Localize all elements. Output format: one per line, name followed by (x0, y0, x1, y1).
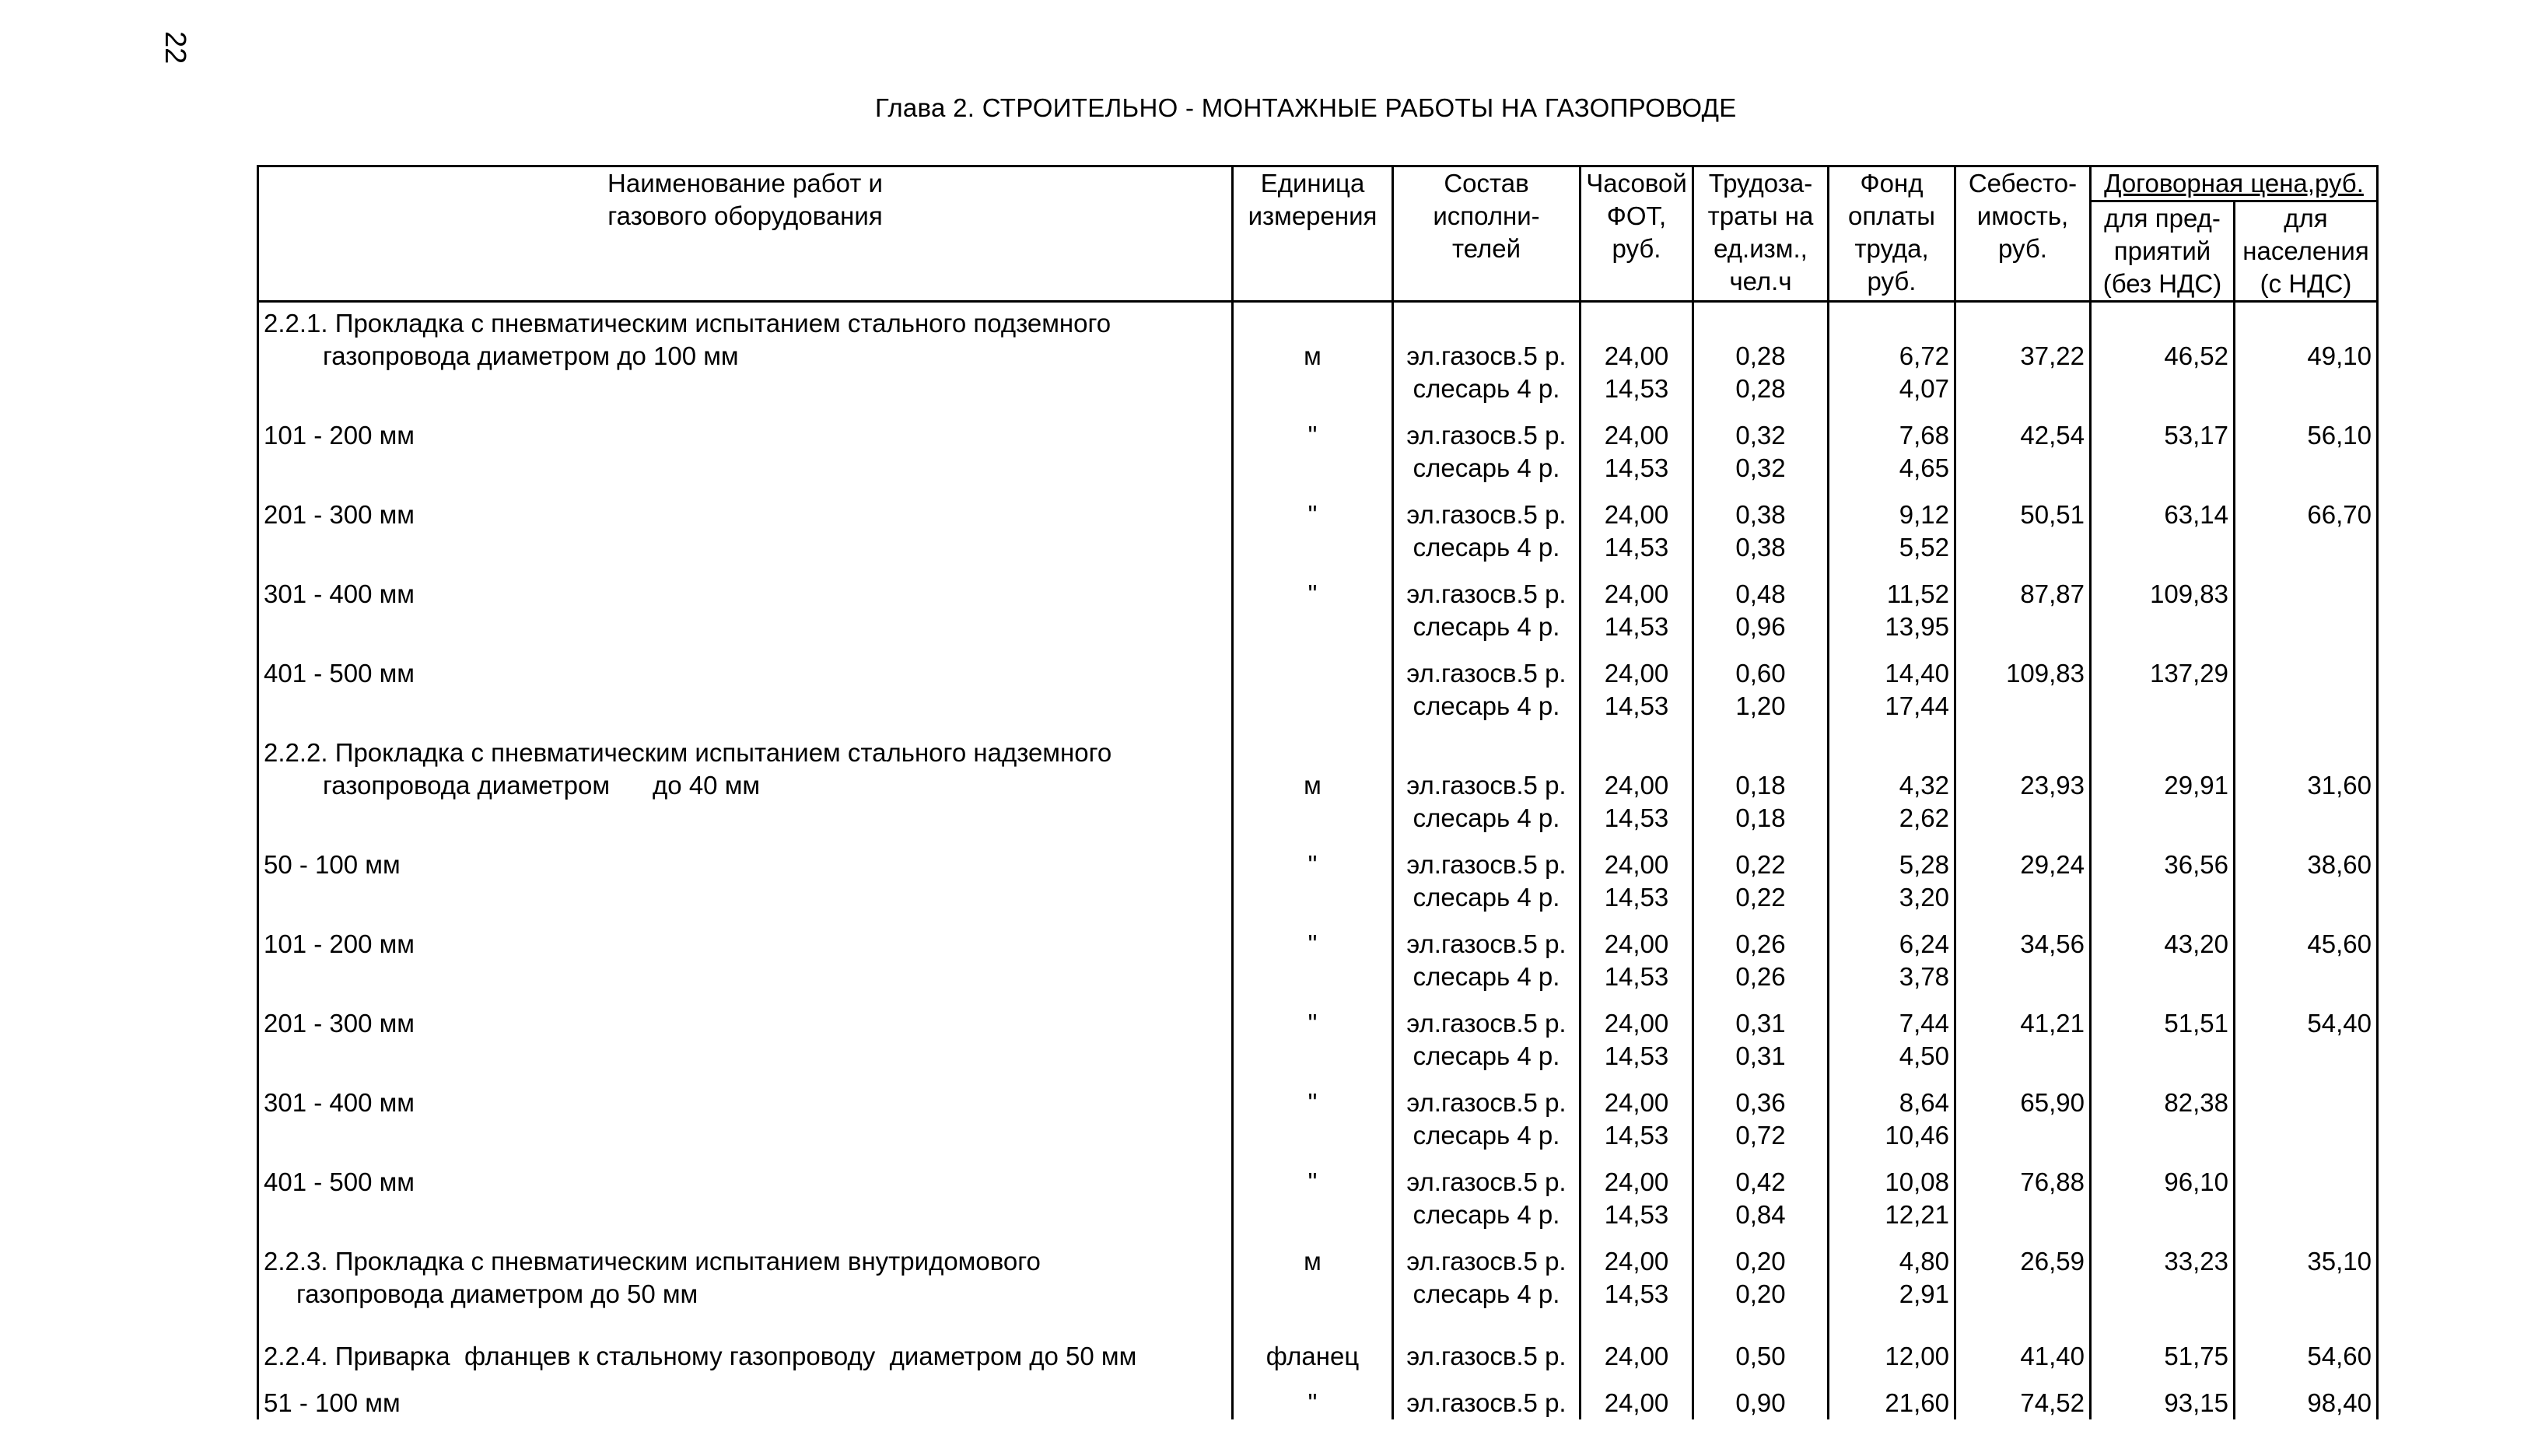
table-row: 301 - 400 мм " эл.газосв.5 р. слесарь 4 р. 24,00 14,53 0,36 0,72 8,64 10,46 65,90 82,38 (258, 1087, 2378, 1152)
table-row: 101 - 200 мм " эл.газосв.5 р. слесарь 4 р. 24,00 14,53 0,32 0,32 7,68 4,65 42,54 53,17 56,10 (258, 419, 2378, 485)
table-row: 401 - 500 мм эл.газосв.5 р. слесарь 4 р. 24,00 14,53 0,60 1,20 14,40 17,44 109,83 137,29 (258, 657, 2378, 723)
table-row: 51 - 100 мм " эл.газосв.5 р. 24,00 0,90 21,60 74,52 93,15 98,40 (258, 1387, 2378, 1419)
section-title: 2.2.2. Прокладка с пневматическим испытанием стального надземного (258, 737, 2378, 769)
header-hourly-fot: Часовой ФОТ, руб. (1581, 166, 1693, 302)
table-row: газопровода диаметром до 100 мм м эл.газосв.5 р. слесарь 4 р. 24,00 14,53 0,28 0,28 6,72 4,07 37,22 46,52 49,10 (258, 340, 2378, 405)
header-unit: Единица измерения (1233, 166, 1393, 302)
header-labor: Трудоза- траты на ед.изм., чел.ч (1693, 166, 1829, 302)
table-row: газопровода диаметром до 40 мм м эл.газосв.5 р. слесарь 4 р. 24,00 14,53 0,18 0,18 4,32 2,62 23,93 29,91 31,60 (258, 769, 2378, 835)
table-row: 2.2.3. Прокладка с пневматическим испытанием внутридомового газопровода диаметром до 50 мм м эл.газосв.5 р. слесарь 4 р. 24,00 14,53 0,20 0,20 4,80 2,91 26,59 33,23 35,10 (258, 1245, 2378, 1311)
header-row (258, 166, 2378, 201)
table-row: 301 - 400 мм " эл.газосв.5 р. слесарь 4 р. 24,00 14,53 0,48 0,96 11,52 13,95 87,87 109,83 (258, 578, 2378, 643)
header-contract-price: Договорная цена,руб. (2091, 166, 2378, 201)
price-table (257, 165, 2379, 1419)
chapter-title: Глава 2. СТРОИТЕЛЬНО - МОНТАЖНЫЕ РАБОТЫ НА ГАЗОПРОВОДЕ (875, 93, 1737, 122)
table-row: 201 - 300 мм " эл.газосв.5 р. слесарь 4 р. 24,00 14,53 0,31 0,31 7,44 4,50 41,21 51,51 54,40 (258, 1007, 2378, 1073)
header-crew: Состав исполни- телей (1393, 166, 1581, 302)
section-title: 2.2.1. Прокладка с пневматическим испытанием стального подземного (258, 302, 2378, 341)
table-row: 2.2.4. Приварка фланцев к стальному газопроводу диаметром до 50 мм фланец эл.газосв.5 р. 24,00 0,50 12,00 41,40 51,75 54,60 (258, 1340, 2378, 1373)
header-wage-fund: Фонд оплаты труда, руб. (1829, 166, 1955, 302)
header-population: для населения (с НДС) (2235, 201, 2378, 302)
header-cost: Себесто- имость, руб. (1955, 166, 2091, 302)
page-number: 22 (159, 31, 191, 65)
table-row: 50 - 100 мм " эл.газосв.5 р. слесарь 4 р. 24,00 14,53 0,22 0,22 5,28 3,20 29,24 36,56 38,60 (258, 849, 2378, 914)
table-row: 201 - 300 мм " эл.газосв.5 р. слесарь 4 р. 24,00 14,53 0,38 0,38 9,12 5,52 50,51 63,14 66,70 (258, 499, 2378, 564)
table-row: 401 - 500 мм " эл.газосв.5 р. слесарь 4 р. 24,00 14,53 0,42 0,84 10,08 12,21 76,88 96,10 (258, 1166, 2378, 1231)
header-enterprise: для пред- приятий (без НДС) (2091, 201, 2235, 302)
header-name: Наименование работ и газового оборудования (258, 166, 1233, 302)
table-row: 101 - 200 мм " эл.газосв.5 р. слесарь 4 р. 24,00 14,53 0,26 0,26 6,24 3,78 34,56 43,20 45,60 (258, 928, 2378, 993)
